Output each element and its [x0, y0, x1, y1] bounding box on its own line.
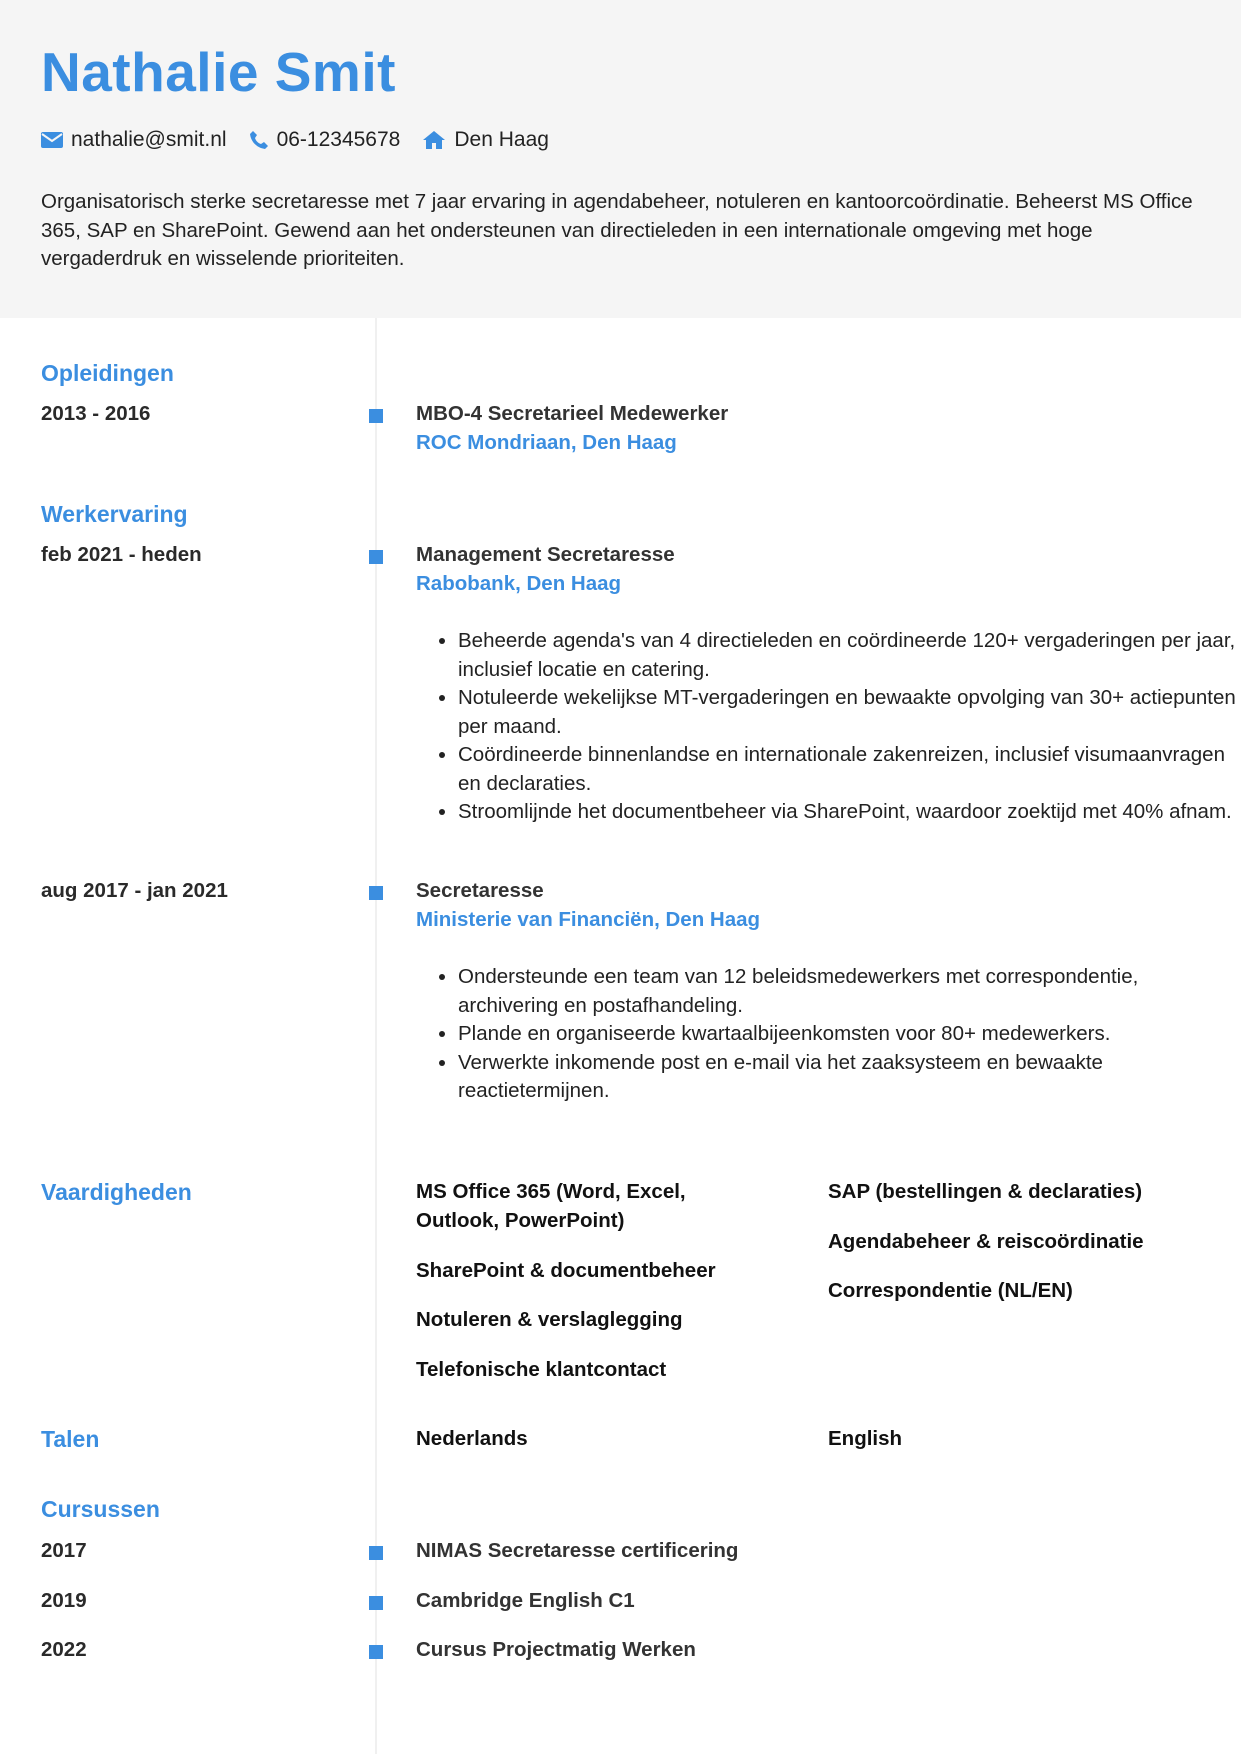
timeline-marker	[369, 409, 383, 423]
skill-item: Agendabeheer & reiscoördinatie	[828, 1230, 1144, 1253]
list-item: • Plande en organiseerde kwartaalbijeenkomsten voor 80+ medewerkers.	[458, 1020, 1238, 1049]
timeline-marker	[369, 1645, 383, 1659]
skill-item: MS Office 365 (Word, Excel, Outlook, PowerPoint)	[416, 1180, 686, 1232]
timeline-marker	[369, 550, 383, 564]
education-degree: MBO-4 Secretarieel Medewerker	[416, 402, 729, 425]
education-period: 2013 - 2016	[41, 402, 151, 425]
job-period: aug 2017 - jan 2021	[41, 879, 228, 902]
list-item: • Ondersteunde een team van 12 beleidsmedewerkers met correspondentie, archivering en postafhandeling.	[458, 963, 1238, 1020]
language-item: English	[828, 1427, 903, 1450]
job-achievements	[416, 963, 1238, 1106]
course-year: 2017	[41, 1539, 87, 1562]
job-title: Secretaresse	[416, 879, 544, 902]
timeline-divider	[375, 318, 377, 1754]
course-name: Cursus Projectmatig Werken	[416, 1638, 696, 1661]
skill-item: Notuleren & verslaglegging	[416, 1308, 683, 1331]
timeline-marker	[369, 886, 383, 900]
envelope-icon	[41, 132, 63, 148]
phone-text: 06-12345678	[276, 128, 401, 151]
timeline-marker	[369, 1546, 383, 1560]
job-employer: Ministerie van Financiën, Den Haag	[416, 908, 761, 931]
home-icon	[422, 130, 446, 150]
job-employer: Rabobank, Den Haag	[416, 572, 622, 595]
candidate-name: Nathalie Smit	[41, 41, 396, 103]
profile-summary: Organisatorisch sterke secretaresse met 7 jaar ervaring in agendabeheer, notuleren en kantoorcoördinatie. Beheerst MS Office 365, SAP en SharePoint. Gewend aan het ondersteunen van directieleden in een internationale omgeving met hoge vergaderdruk en wisselende prioriteiten.	[41, 190, 1193, 270]
section-title-education: Opleidingen	[41, 360, 174, 386]
contact-row	[41, 128, 571, 152]
section-title-skills: Vaardigheden	[41, 1179, 192, 1205]
section-title-courses: Cursussen	[41, 1496, 160, 1522]
list-item: • Beheerde agenda's van 4 directieleden en coördineerde 120+ vergaderingen per jaar, inclusief locatie en catering.	[458, 627, 1238, 684]
phone-icon	[249, 130, 269, 150]
skill-item: Telefonische klantcontact	[416, 1358, 667, 1381]
city-contact	[422, 128, 549, 152]
job-period: feb 2021 - heden	[41, 543, 202, 566]
course-name: NIMAS Secretaresse certificering	[416, 1539, 739, 1562]
city-text: Den Haag	[454, 128, 549, 151]
list-item: • Stroomlijnde het documentbeheer via SharePoint, waardoor zoektijd met 40% afnam.	[458, 798, 1238, 827]
course-year: 2022	[41, 1638, 87, 1661]
phone-contact[interactable]	[249, 128, 401, 152]
skill-item: SAP (bestellingen & declaraties)	[828, 1180, 1143, 1203]
job-achievements	[416, 627, 1238, 827]
language-item: Nederlands	[416, 1427, 528, 1450]
email-contact[interactable]	[41, 128, 227, 152]
education-school: ROC Mondriaan, Den Haag	[416, 431, 677, 454]
list-item: • Coördineerde binnenlandse en internationale zakenreizen, inclusief visumaanvragen en declaraties.	[458, 741, 1238, 798]
skill-item: Correspondentie (NL/EN)	[828, 1279, 1073, 1302]
skill-item: SharePoint & documentbeheer	[416, 1259, 716, 1282]
list-item: • Verwerkte inkomende post en e-mail via het zaaksysteem en bewaakte reactietermijnen.	[458, 1049, 1238, 1106]
job-title: Management Secretaresse	[416, 543, 675, 566]
list-item: • Notuleerde wekelijkse MT-vergaderingen en bewaakte opvolging van 30+ actiepunten per maand.	[458, 684, 1238, 741]
timeline-marker	[369, 1596, 383, 1610]
section-title-experience: Werkervaring	[41, 501, 188, 527]
course-year: 2019	[41, 1589, 87, 1612]
email-text: nathalie@smit.nl	[71, 128, 227, 151]
section-title-languages: Talen	[41, 1426, 100, 1452]
course-name: Cambridge English C1	[416, 1589, 635, 1612]
